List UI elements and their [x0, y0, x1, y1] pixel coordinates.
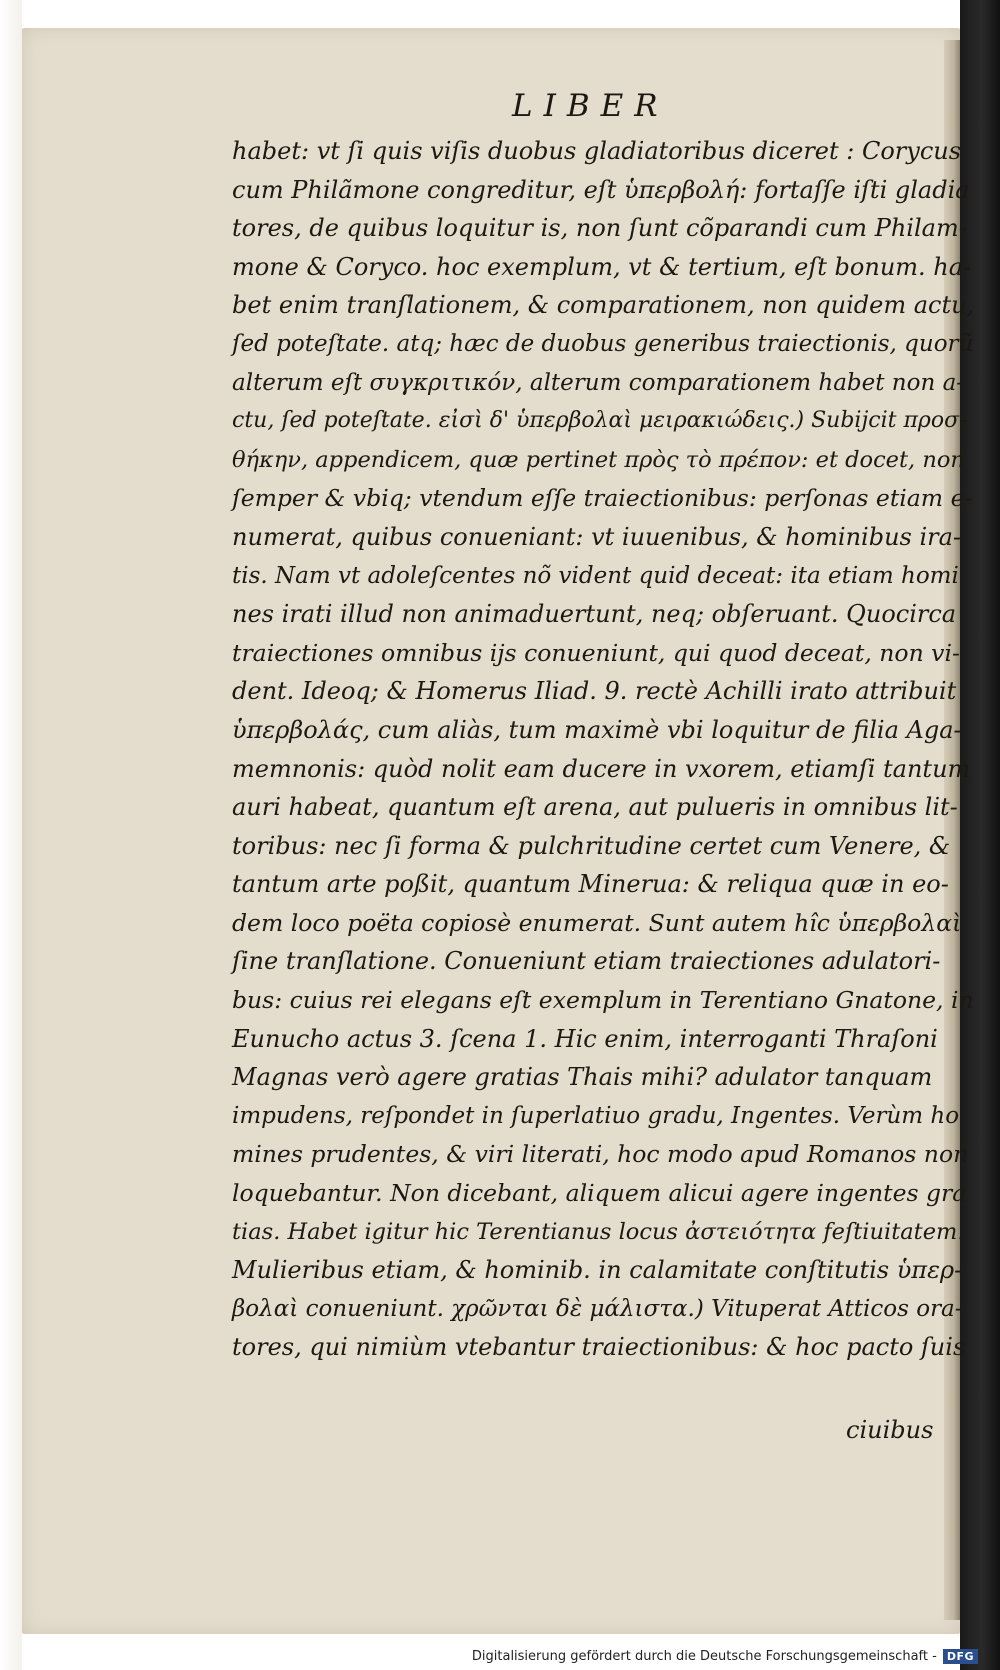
text-line: numerat, quibus conueniant: vt iuuenibus, & hominibus ira-	[232, 522, 962, 551]
text-line: Eunucho actus 3. ſcena 1. Hic enim, interroganti Thraſoni	[232, 1024, 938, 1053]
running-head: LIBER	[512, 88, 669, 124]
text-line: tantum arte poßit, quantum Minerua: & reliqua quæ in eo-	[232, 870, 949, 899]
text-line: dent. Ideoq; & Homerus Iliad. 9. rectè Achilli irato attribuit	[232, 677, 957, 706]
dfg-logo: DFG	[943, 1649, 978, 1664]
text-line: toribus: nec ſi forma & pulchritudine certet cum Venere, &	[232, 831, 951, 860]
text-line: loquebantur. Non dicebant, aliquem alicui agere ingentes gra	[232, 1179, 967, 1208]
text-line: bus: cuius rei elegans eſt exemplum in Terentiano Gnatone, in	[232, 986, 974, 1015]
text-line: tis. Nam vt adoleſcentes nõ vident quid deceat: ita etiam homi	[232, 562, 959, 589]
text-line: dem loco poëta copiosè enumerat. Sunt autem hîc ὑπερβολαὶ	[232, 908, 962, 937]
text-line: bet enim tranſlationem, & comparationem, non quidem actu,	[232, 291, 975, 320]
text-line: alterum eſt συγκριτικόν, alterum comparationem habet non a-	[232, 369, 965, 396]
text-line: impudens, reſpondet in ſuperlatiuo gradu, Ingentes. Verùm ho	[232, 1102, 960, 1129]
text-line: tores, de quibus loquitur is, non ſunt cõparandi cum Philam-	[232, 214, 967, 243]
text-line: tores, qui nimiùm vtebantur traiectionibus: & hoc pacto ſuis	[232, 1333, 966, 1362]
scan-left-margin	[0, 0, 22, 1670]
text-line: habet: vt ſi quis viſis duobus gladiatoribus diceret : Corycus	[232, 137, 962, 165]
text-line: ſemper & vbiq; vtendum eſſe traiectionibus: perſonas etiam e-	[232, 484, 973, 513]
body-text	[232, 132, 974, 1367]
text-line: ſed poteſtate. atq; hæc de duobus generibus traiectionis, quorũ	[232, 330, 974, 357]
text-line: cum Philãmone congreditur, eſt ὑπερβολή: fortaſſe iſti gladia	[232, 175, 970, 204]
credit-text: Digitalisierung gefördert durch die Deutsche Forschungsgemeinschaft -	[471, 1649, 937, 1664]
text-line: ὑπερβολάς, cum aliàs, tum maximè vbi loquitur de filia Aga-	[232, 715, 962, 744]
text-line: memnonis: quòd nolit eam ducere in vxorem, etiamſi tantum	[232, 754, 971, 783]
text-line: nes irati illud non animaduertunt, neq; obſeruant. Quocirca	[232, 600, 957, 629]
catchword: ciuibus	[846, 1416, 934, 1444]
text-line: mines prudentes, & viri literati, hoc modo apud Romanos non	[232, 1140, 969, 1169]
text-line: traiectiones omnibus ijs conueniunt, qui quod deceat, non vi-	[232, 638, 960, 667]
text-line: ctu, ſed poteſtate. εἰσὶ δ' ὑπερβολαὶ μειρακιώδεις.) Subijcit προσ-	[232, 408, 967, 434]
text-line: Mulieribus etiam, & hominib. in calamitate conſtitutis ὑπερ-	[232, 1256, 963, 1285]
text-line: βολαὶ conueniunt. χρῶνται δὲ μάλιστα.) Vituperat Atticos ora-	[232, 1295, 963, 1322]
digitization-credit	[472, 1649, 978, 1664]
text-line: ſine tranſlatione. Conueniunt etiam traiectiones adulatori-	[232, 947, 941, 976]
text-line: mone & Coryco. hoc exemplum, vt & tertium, eſt bonum. ha-	[232, 252, 972, 281]
text-line: tias. Habet igitur hic Terentianus locus ἀστειότητα feſtiuitatem.	[232, 1218, 965, 1245]
text-line: auri habeat, quantum eſt arena, aut pulueris in omnibus lit-	[232, 793, 958, 822]
text-line: θήκην, appendicem, quæ pertinet πρὸς τὸ πρέπον: et docet, non	[232, 446, 965, 473]
text-line: Magnas verò agere gratias Thais mihi? adulator tanquam	[232, 1063, 933, 1092]
